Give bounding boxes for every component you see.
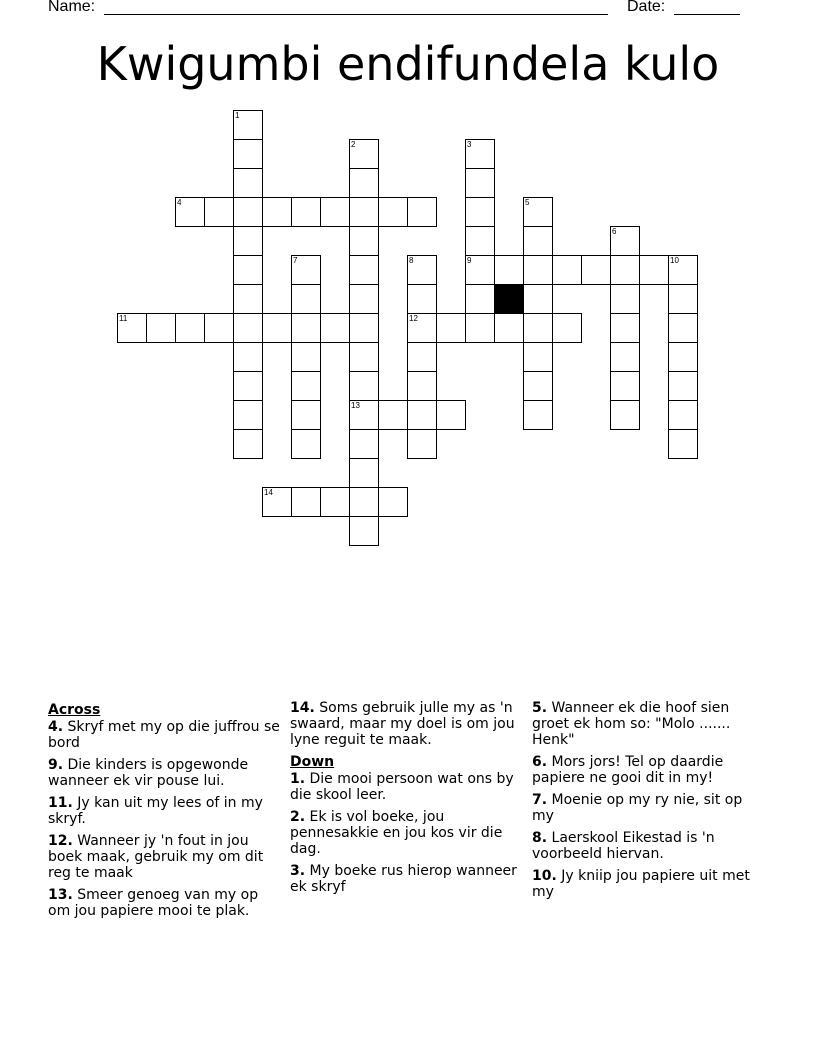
clue-number: 6. [532, 754, 548, 770]
clue-number: 10. [532, 868, 557, 884]
clue-number: 8 [409, 256, 414, 265]
clue-number: 13 [351, 401, 360, 410]
clue-text: Ek is vol boeke, jou pennesakkie en jou kos vir die dag. [290, 809, 503, 857]
clues-column-3 [532, 700, 767, 906]
clues-column-1 [48, 700, 283, 925]
clue-down [532, 830, 767, 862]
clue-text: Soms gebruik julle my as 'n swaard, maar my doel is om jou lyne reguit te maak. [290, 700, 515, 748]
clue-number: 14 [264, 488, 273, 497]
clue-number: 5. [532, 700, 548, 716]
clue-text: Moenie op my ry nie, sit op my [532, 792, 743, 824]
puzzle-title: Kwigumbi endifundela kulo [96, 37, 720, 91]
clue-number: 1. [290, 771, 306, 787]
clue-across [48, 887, 283, 919]
clue-number: 2 [351, 140, 356, 149]
clue-text: Skryf met my op die juffrou se bord [48, 719, 280, 751]
clue-number: 1 [235, 111, 240, 120]
clue-number: 7. [532, 792, 548, 808]
clue-number: 4 [177, 198, 182, 207]
clue-number: 3 [467, 140, 472, 149]
clue-number: 2. [290, 809, 306, 825]
clue-text: Jy kniip jou papiere uit met my [532, 868, 750, 900]
clue-text: Laerskool Eikestad is 'n voorbeeld hiervan. [532, 830, 715, 862]
clue-number: 14. [290, 700, 315, 716]
clue-text: Smeer genoeg van my op om jou papiere mooi te plak. [48, 887, 259, 919]
clue-text: Wanneer ek die hoof sien groet ek hom so: "Molo ....... Henk" [532, 700, 731, 748]
clue-down [532, 868, 767, 900]
clue-number: 10 [670, 256, 679, 265]
clue-text: Jy kan uit my lees of in my skryf. [48, 795, 263, 827]
clue-down [290, 771, 525, 803]
across-heading: Across [48, 702, 101, 718]
down-heading: Down [290, 754, 335, 770]
clue-number: 13. [48, 887, 73, 903]
clue-text: Mors jors! Tel op daardie papiere ne gooi dit in my! [532, 754, 724, 786]
clue-number: 6 [612, 227, 617, 236]
clue-text: Wanneer jy 'n fout in jou boek maak, gebruik my om dit reg te maak [48, 833, 264, 881]
clue-text: Die kinders is opgewonde wanneer ek vir pouse lui. [48, 757, 249, 789]
clue-across [290, 700, 525, 748]
clue-text: My boeke rus hierop wanneer ek skryf [290, 863, 517, 895]
clue-across [48, 757, 283, 789]
clue-down [532, 792, 767, 824]
clue-number: 3. [290, 863, 306, 879]
clue-text: Die mooi persoon wat ons by die skool leer. [290, 771, 514, 803]
clue-number: 9. [48, 757, 64, 773]
clue-across [48, 795, 283, 827]
date-label: Date: [627, 0, 666, 15]
clue-down [290, 863, 525, 895]
clue-across [48, 719, 283, 751]
clue-number: 8. [532, 830, 548, 846]
clue-number: 5 [525, 198, 530, 207]
clue-number: 4. [48, 719, 64, 735]
clue-number: 9 [467, 256, 472, 265]
name-label: Name: [48, 0, 96, 15]
clue-number: 7 [293, 256, 298, 265]
clue-down [532, 754, 767, 786]
clue-number: 11. [48, 795, 73, 811]
clue-number: 12. [48, 833, 73, 849]
clues-column-2 [290, 700, 525, 901]
clue-down [532, 700, 767, 748]
clue-down [290, 809, 525, 857]
clue-number: 12 [409, 314, 418, 323]
clue-across [48, 833, 283, 881]
clue-number: 11 [119, 314, 128, 323]
